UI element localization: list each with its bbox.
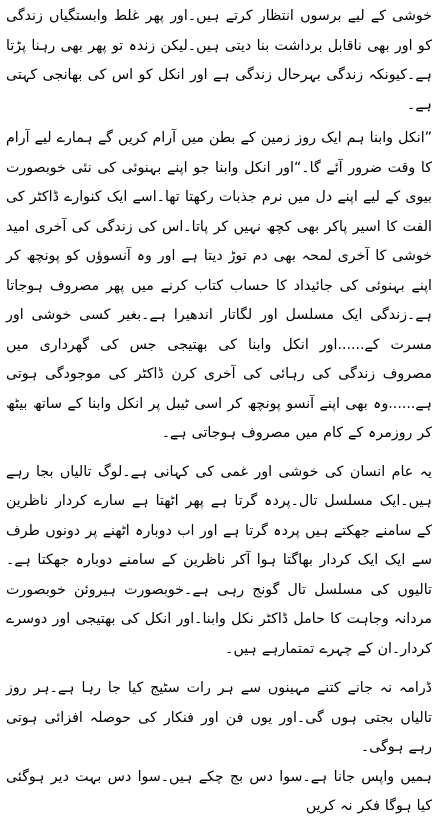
paragraph-5: ہمیں واپس جانا ہے۔سوا دس بج چکے ہیں۔سوا دس بہت دیر ہوگئی کیا ہوگا فکر نہ کریں: [6, 768, 432, 814]
paragraph-2: ”انکل وابنا ہم ایک روز زمین کے بطن میں آرام کریں گے ہمارے لیے آرام کا وقت ضرور آئے گا۔“اور انکل وابنا جو اپنے بہنوئی کی نئی خوبصورت بیوی کے لیے اپنے دل میں نرم جذبات رکھتا تھا۔اسے ایک کنوارے ڈاکٹر کی الفت کا اسیر پاکر بھی کچھ نہیں کر پاتا۔اس کی زندگی کی آخری امید خوشی کا آخری لمحہ بھی دم توڑ دیتا ہے اور وہ آنسوؤں کو پونچھ کر اپنے بہنوئی کی جائیداد کا حساب کتاب کرنے میں پھر مصروف ہوجاتا ہے۔زندگی ایک مسلسل اور لگاتار اندھیرا ہے۔بغیر کسی خوشی اور مسرت کے......اور انکل وابنا کی بھتیجی جس کی گھرداری میں مصروف زندگی کی رہائی کی آخری کرن ڈاکٹر کی موجودگی ہوتی ہے......وہ بھی اپنے آنسو پونچھ کر اسی ٹیبل پر انکل وابنا کے ساتھ بیٹھ کر روزمرہ کے کام میں مصروف ہوجاتی ہے۔: [6, 130, 432, 441]
paragraph-1: خوشی کے لیے برسوں انتظار کرتے ہیں۔اور پھر غلط وابستگیاں زندگی کو اور بھی ناقابل برداشت بنا دیتی ہیں۔لیکن زندہ تو پھر بھی رہنا پڑتا ہے۔کیونکہ زندگی بہرحال زندگی ہے اور انکل کو اس کی بھانجی کہتی ہے۔: [6, 8, 432, 113]
paragraph-4: ڈرامہ نہ جانے کتنے مہینوں سے ہر رات سٹیج کیا جا رہا ہے۔ہر روز تالیاں بجتی ہوں گی۔اور یوں فن اور فنکار کی حوصلہ افزائی ہوتی رہے ہوگی۔: [6, 680, 432, 755]
paragraph-3: یہ عام انسان کی خوشی اور غمی کی کہانی ہے۔لوگ تالیاں بجا رہے ہیں۔ایک مسلسل تال۔پردہ گرتا ہے پھر اٹھتا ہے سارے کردار ناظرین کے سامنے جھکتے ہیں پردہ گرتا ہے اور اب دوبارہ اٹھنے پر دونوں طرف سے ایک ایک کردار بھاگتا ہوا آکر ناظرین کے سامنے دوبارہ جھکتا ہے۔تالیوں کی مسلسل تال گونج رہی ہے۔خوبصورت ہیروئن خوبصورت مردانہ وجاہت کا حامل ڈاکٹر نکل وابنا۔اور انکل کی بھتیجی اور دوسرے کردار۔ان کے چہرے تمتمارہے ہیں۔: [6, 463, 432, 657]
